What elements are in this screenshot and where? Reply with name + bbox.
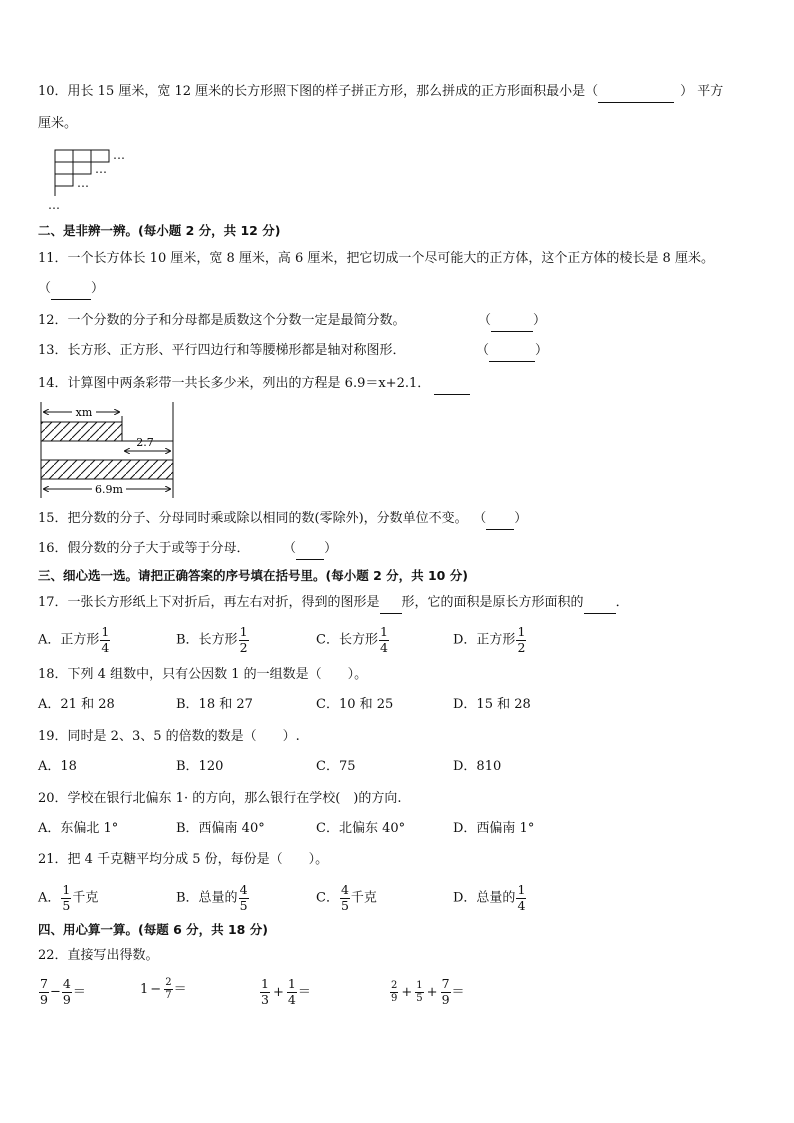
answer-blank[interactable] <box>380 593 402 614</box>
answer-blank[interactable] <box>296 539 324 560</box>
question-14-text: 14．计算图中两条彩带一共长多少米，列出的方程是 6.9＝x+2.1． <box>38 376 431 391</box>
option-17-b[interactable]: B．长方形 $\frac{1}{2}$ <box>176 624 248 655</box>
option-18-a[interactable]: A．21 和 28 <box>38 697 115 712</box>
option-21-d[interactable]: D．总量的 $\frac{1}{4}$ <box>453 882 526 913</box>
option-19-b[interactable]: B．120 <box>176 759 224 774</box>
section-4-title: 四、用心算一算。(每题 6 分，共 18 分) <box>38 922 268 937</box>
option-17-c[interactable]: C．长方形 $\frac{1}{4}$ <box>316 624 388 655</box>
question-10-close: ） 平方 <box>680 84 724 99</box>
expression-3: $\frac{1}{3}$ + $\frac{1}{4}$ ＝ <box>261 976 311 1007</box>
option-19-d[interactable]: D．810 <box>453 759 502 774</box>
question-17: 17．一张长方形纸上下对折后，再左右对折，得到的图形是 形，它的面积是原长方形面积的 ． <box>38 593 629 614</box>
expression-1: $\frac{7}{9}$ − $\frac{4}{9}$ ＝ <box>40 976 86 1007</box>
option-18-b[interactable]: B．18 和 27 <box>176 697 253 712</box>
question-21-text: 21．把 4 千克糖平均分成 5 份，每份是（ ）。 <box>38 852 329 867</box>
expression-4: $\frac{2}{9}$ + $\frac{1}{5}$ + $\frac{7}{9}$ ＝ <box>391 976 465 1007</box>
question-18-text: 18．下列 4 组数中，只有公因数 1 的一组数是（ ）。 <box>38 667 368 682</box>
question-16-text: 16．假分数的分子大于或等于分母． <box>38 541 250 556</box>
option-20-d[interactable]: D．西偏南 1° <box>453 821 535 836</box>
ellipsis-row-3: … <box>77 176 89 190</box>
option-20-c[interactable]: C．北偏东 40° <box>316 821 406 836</box>
question-12-text: 12．一个分数的分子和分母都是质数这个分数一定是最简分数。 <box>38 313 406 328</box>
expression-2: 1 − $\frac{2}{7}$ ＝ <box>140 977 187 1001</box>
option-20-b[interactable]: B．西偏南 40° <box>176 821 265 836</box>
answer-blank[interactable] <box>489 341 535 362</box>
option-17-d[interactable]: D．正方形 $\frac{1}{2}$ <box>453 624 526 655</box>
question-20-text: 20．学校在银行北偏东 1· 的方向，那么银行在学校( )的方向. <box>38 791 402 806</box>
option-18-c[interactable]: C．10 和 25 <box>316 697 394 712</box>
question-10-text: 10．用长 15 厘米，宽 12 厘米的长方形照下图的样子拼正方形，那么拼成的正方形面积最小是（ <box>38 84 599 99</box>
option-21-b[interactable]: B．总量的 $\frac{4}{5}$ <box>176 882 248 913</box>
ellipsis-row-2: … <box>95 162 107 176</box>
ellipsis-row-4: … <box>48 198 60 212</box>
question-19-text: 19．同时是 2、3、5 的倍数的数是（ ）. <box>38 729 300 744</box>
question-15: 15．把分数的分子、分母同时乘或除以相同的数(零除外)，分数单位不变。 （ ） <box>38 509 527 530</box>
question-11-text: 11．一个长方体长 10 厘米，宽 8 厘米，高 6 厘米，把它切成一个尽可能大的正方体，这个正方体的棱长是 8 厘米。 <box>38 251 714 266</box>
dimension-label-gap: 2.7 <box>136 436 154 449</box>
question-22-text: 22．直接写出得数。 <box>38 948 159 963</box>
option-19-c[interactable]: C．75 <box>316 759 356 774</box>
question-10 <box>38 82 723 103</box>
option-21-a[interactable]: A． $\frac{1}{5}$ 千克 <box>38 882 99 913</box>
question-13-text: 13．长方形、正方形、平行四边行和等腰梯形都是轴对称图形． <box>38 343 406 358</box>
section-2-title: 二、是非辨一辨。(每小题 2 分，共 12 分) <box>38 223 281 238</box>
answer-blank[interactable] <box>434 374 470 395</box>
option-17-a[interactable]: A．正方形 $\frac{1}{4}$ <box>38 624 110 655</box>
ribbon-figure <box>36 402 180 500</box>
answer-blank[interactable] <box>491 311 533 332</box>
question-10-continuation: 厘米。 <box>38 116 78 131</box>
dimension-label-total: 6.9m <box>95 483 123 496</box>
question-16: 16．假分数的分子大于或等于分母． （ ） <box>38 539 337 560</box>
question-15-text: 15．把分数的分子、分母同时乘或除以相同的数(零除外)，分数单位不变。 <box>38 511 468 526</box>
dimension-label-x: xm <box>75 406 93 419</box>
ellipsis-row-1: … <box>113 148 125 162</box>
question-11-answer: （ ） <box>38 279 104 300</box>
option-20-a[interactable]: A．东偏北 1° <box>38 821 119 836</box>
answer-blank[interactable] <box>51 279 91 300</box>
answer-blank[interactable] <box>598 82 674 103</box>
section-3-title: 三、细心选一选。请把正确答案的序号填在括号里。(每小题 2 分，共 10 分) <box>38 568 468 583</box>
option-18-d[interactable]: D．15 和 28 <box>453 697 531 712</box>
answer-blank[interactable] <box>486 509 514 530</box>
question-13-answer: （ ） <box>476 341 548 362</box>
option-21-c[interactable]: C． $\frac{4}{5}$ 千克 <box>316 882 377 913</box>
option-19-a[interactable]: A．18 <box>38 759 77 774</box>
question-14 <box>38 374 470 395</box>
answer-blank[interactable] <box>584 593 616 614</box>
question-12-answer: （ ） <box>478 311 546 332</box>
